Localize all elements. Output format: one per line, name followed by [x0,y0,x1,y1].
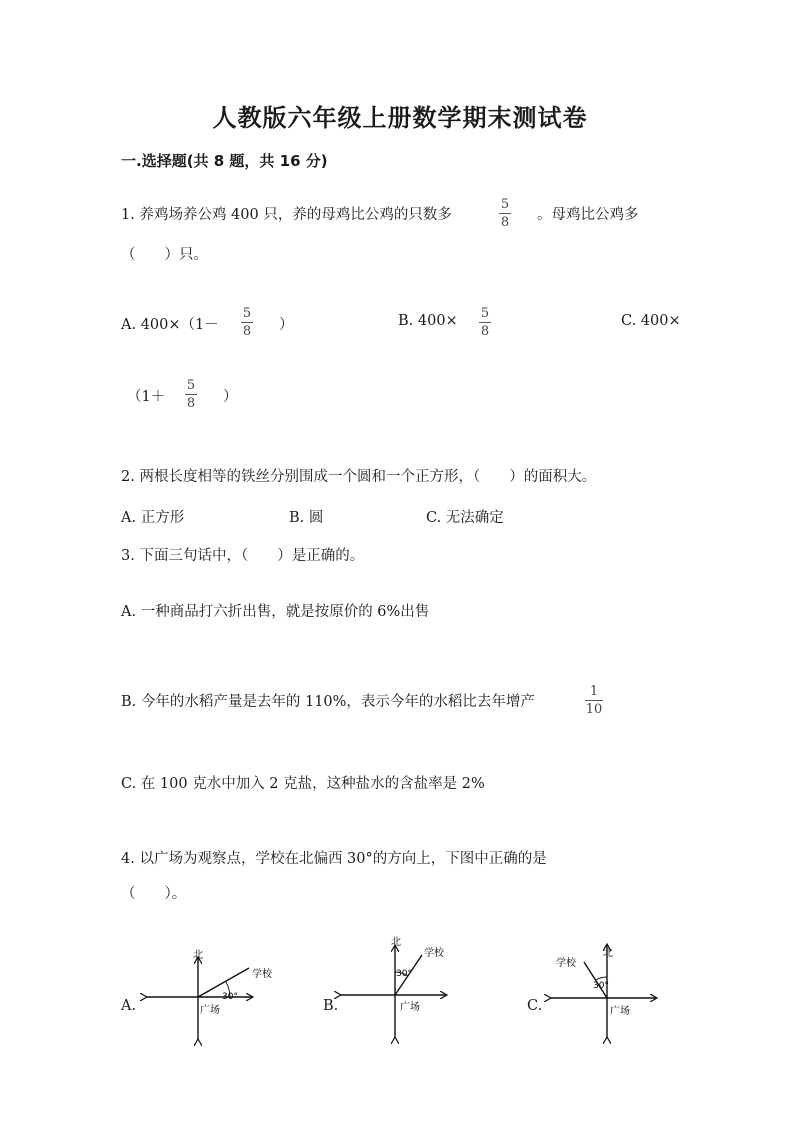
school-label: 学校 [556,958,576,969]
q1-option-a: A. 400×（1－ [121,317,219,333]
q4-diagram-b-label: B. [323,998,339,1014]
q1-text-after: 。母鸡比公鸡多 [537,207,639,223]
school-direction-line [584,962,607,998]
square-label: 广场 [400,1002,420,1013]
fraction-denominator: 8 [500,215,510,230]
diagram-c [550,945,656,1038]
q1-option-b: B. 400× [398,313,458,329]
q3-option-b: B. 今年的水稻产量是去年的 110%，表示今年的水稻比去年增产 [121,694,535,710]
q2-option-b: B. 圆 [289,510,324,526]
q3-option-a: A. 一种商品打六折出售，就是按原价的 6%出售 [121,604,430,620]
fraction-denominator: 10 [585,702,603,717]
square-label: 广场 [200,1005,220,1016]
q2-text: 2. 两根长度相等的铁丝分别围成一个圆和一个正方形，（ ）的面积大。 [121,469,597,485]
page-title: 人教版六年级上册数学期末测试卷 [212,103,588,132]
fraction-numerator: 1 [589,684,599,699]
north-label: 北 [193,950,203,961]
q4-text: 4. 以广场为观察点，学校在北偏西 30°的方向上，下图中正确的是 [121,851,547,867]
fraction-numerator: 5 [500,197,510,212]
angle-label: 30° [396,969,412,979]
north-label: 北 [603,948,613,959]
diagram-a [146,949,273,1040]
q1-option-c-suffix: ） [223,389,238,405]
q2-option-c: C. 无法确定 [426,510,504,526]
section-heading: 一.选择题(共 8 题，共 16 分) [121,152,328,170]
angle-arc [596,977,607,980]
angle-label: 30° [222,992,238,1002]
fraction-denominator: 8 [480,324,490,339]
q1-blank-line: （ ）只。 [121,247,208,263]
fraction-denominator: 8 [186,396,196,411]
q4-diagram-c-label: C. [527,998,543,1014]
q1-option-a-suffix: ） [279,317,294,333]
fraction-numerator: 5 [186,378,196,393]
q2-option-a: A. 正方形 [121,510,185,526]
q4-blank-line: （ ）。 [121,886,187,902]
fraction-denominator: 8 [242,324,252,339]
q1-option-c: C. 400× [621,313,681,329]
diagram-b [340,936,446,1038]
q1-text: 1. 养鸡场养公鸡 400 只，养的母鸡比公鸡的只数多 [121,207,452,223]
q1-option-c-line2: （1＋ [127,389,166,405]
q3-option-c: C. 在 100 克水中加入 2 克盐，这种盐水的含盐率是 2% [121,776,485,792]
north-label: 北 [391,937,401,948]
school-label: 学校 [252,969,272,980]
angle-label: 30° [593,981,609,991]
square-label: 广场 [610,1006,630,1017]
q3-text: 3. 下面三句话中，（ ）是正确的。 [121,548,365,564]
school-label: 学校 [424,948,444,959]
q4-diagram-a-label: A. [121,998,137,1014]
fraction-numerator: 5 [242,306,252,321]
fraction-numerator: 5 [480,306,490,321]
